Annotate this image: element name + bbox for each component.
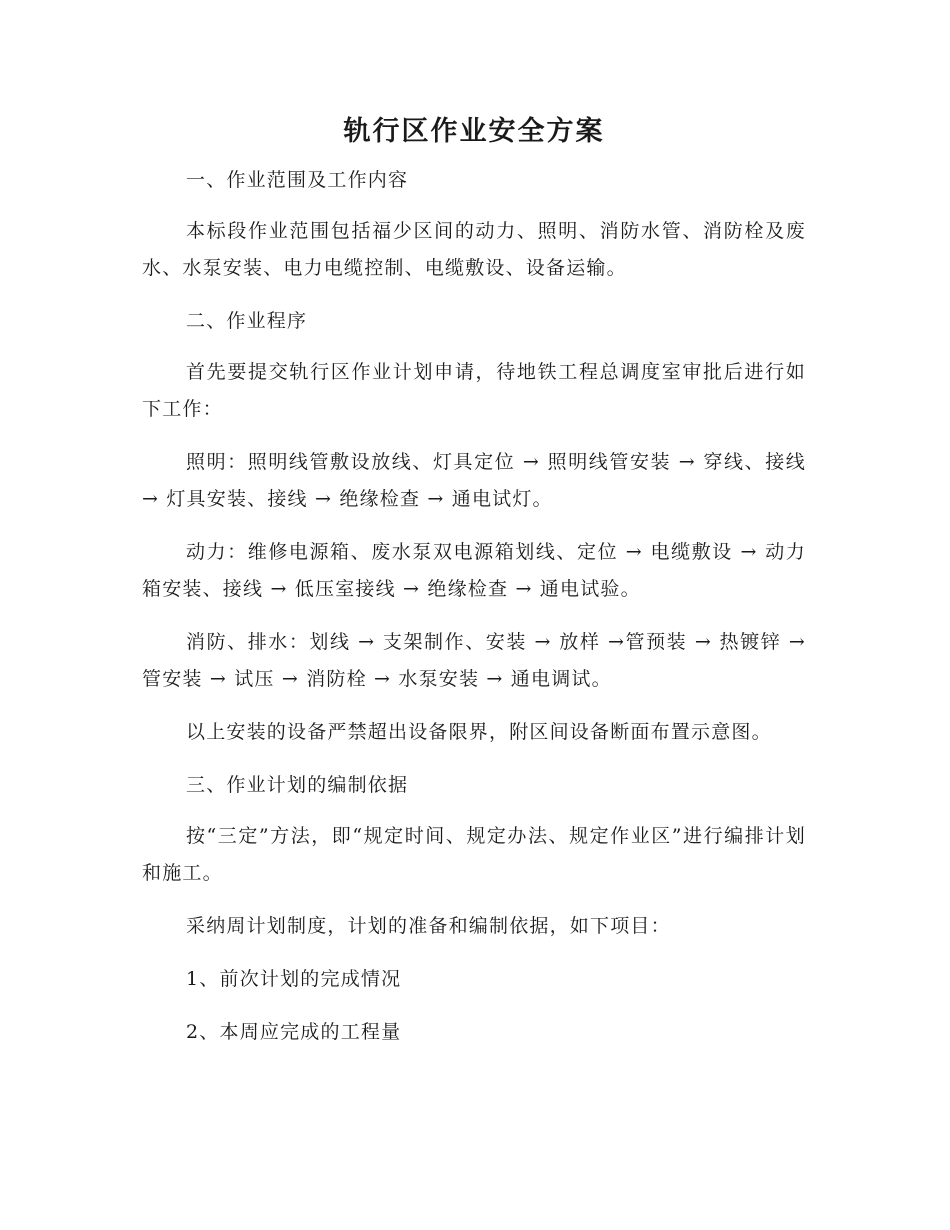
paragraph-fire-drainage-steps: 消防、排水：划线 → 支架制作、安装 → 放样 →管预装 → 热镀锌 → 管安装 → 试压 → 消防栓 → 水泵安装 → 通电调试。 — [142, 631, 806, 690]
document-title: 轨行区作业安全方案 — [343, 116, 605, 147]
paragraph-scope-content: 本标段作业范围包括福少区间的动力、照明、消防水管、消防栓及废水、水泵安装、电力电缆控制、电缆敷设、设备运输。 — [142, 220, 806, 279]
list-item-previous-plan: 1、前次计划的完成情况 — [186, 968, 402, 990]
section-heading-procedure: 二、作业程序 — [186, 310, 308, 332]
paragraph-clearance-note: 以上安装的设备严禁超出设备限界，附区间设备断面布置示意图。 — [186, 721, 772, 743]
section-heading-plan-basis: 三、作业计划的编制依据 — [186, 774, 409, 796]
paragraph-weekly-plan: 采纳周计划制度，计划的准备和编制依据，如下项目： — [186, 915, 671, 937]
paragraph-procedure-intro: 首先要提交轨行区作业计划申请，待地铁工程总调度室审批后进行如下工作： — [142, 361, 806, 420]
section-heading-scope: 一、作业范围及工作内容 — [186, 169, 409, 191]
list-item-weekly-quantity: 2、本周应完成的工程量 — [186, 1021, 402, 1043]
paragraph-lighting-steps: 照明：照明线管敷设放线、灯具定位 → 照明线管安装 → 穿线、接线 → 灯具安装、接线 → 绝缘检查 → 通电试灯。 — [142, 451, 806, 510]
paragraph-power-steps: 动力：维修电源箱、废水泵双电源箱划线、定位 → 电缆敷设 → 动力箱安装、接线 → 低压室接线 → 绝缘检查 → 通电试验。 — [142, 541, 806, 600]
paragraph-three-rules: 按“三定”方法，即“规定时间、规定办法、规定作业区”进行编排计划和施工。 — [142, 825, 806, 884]
